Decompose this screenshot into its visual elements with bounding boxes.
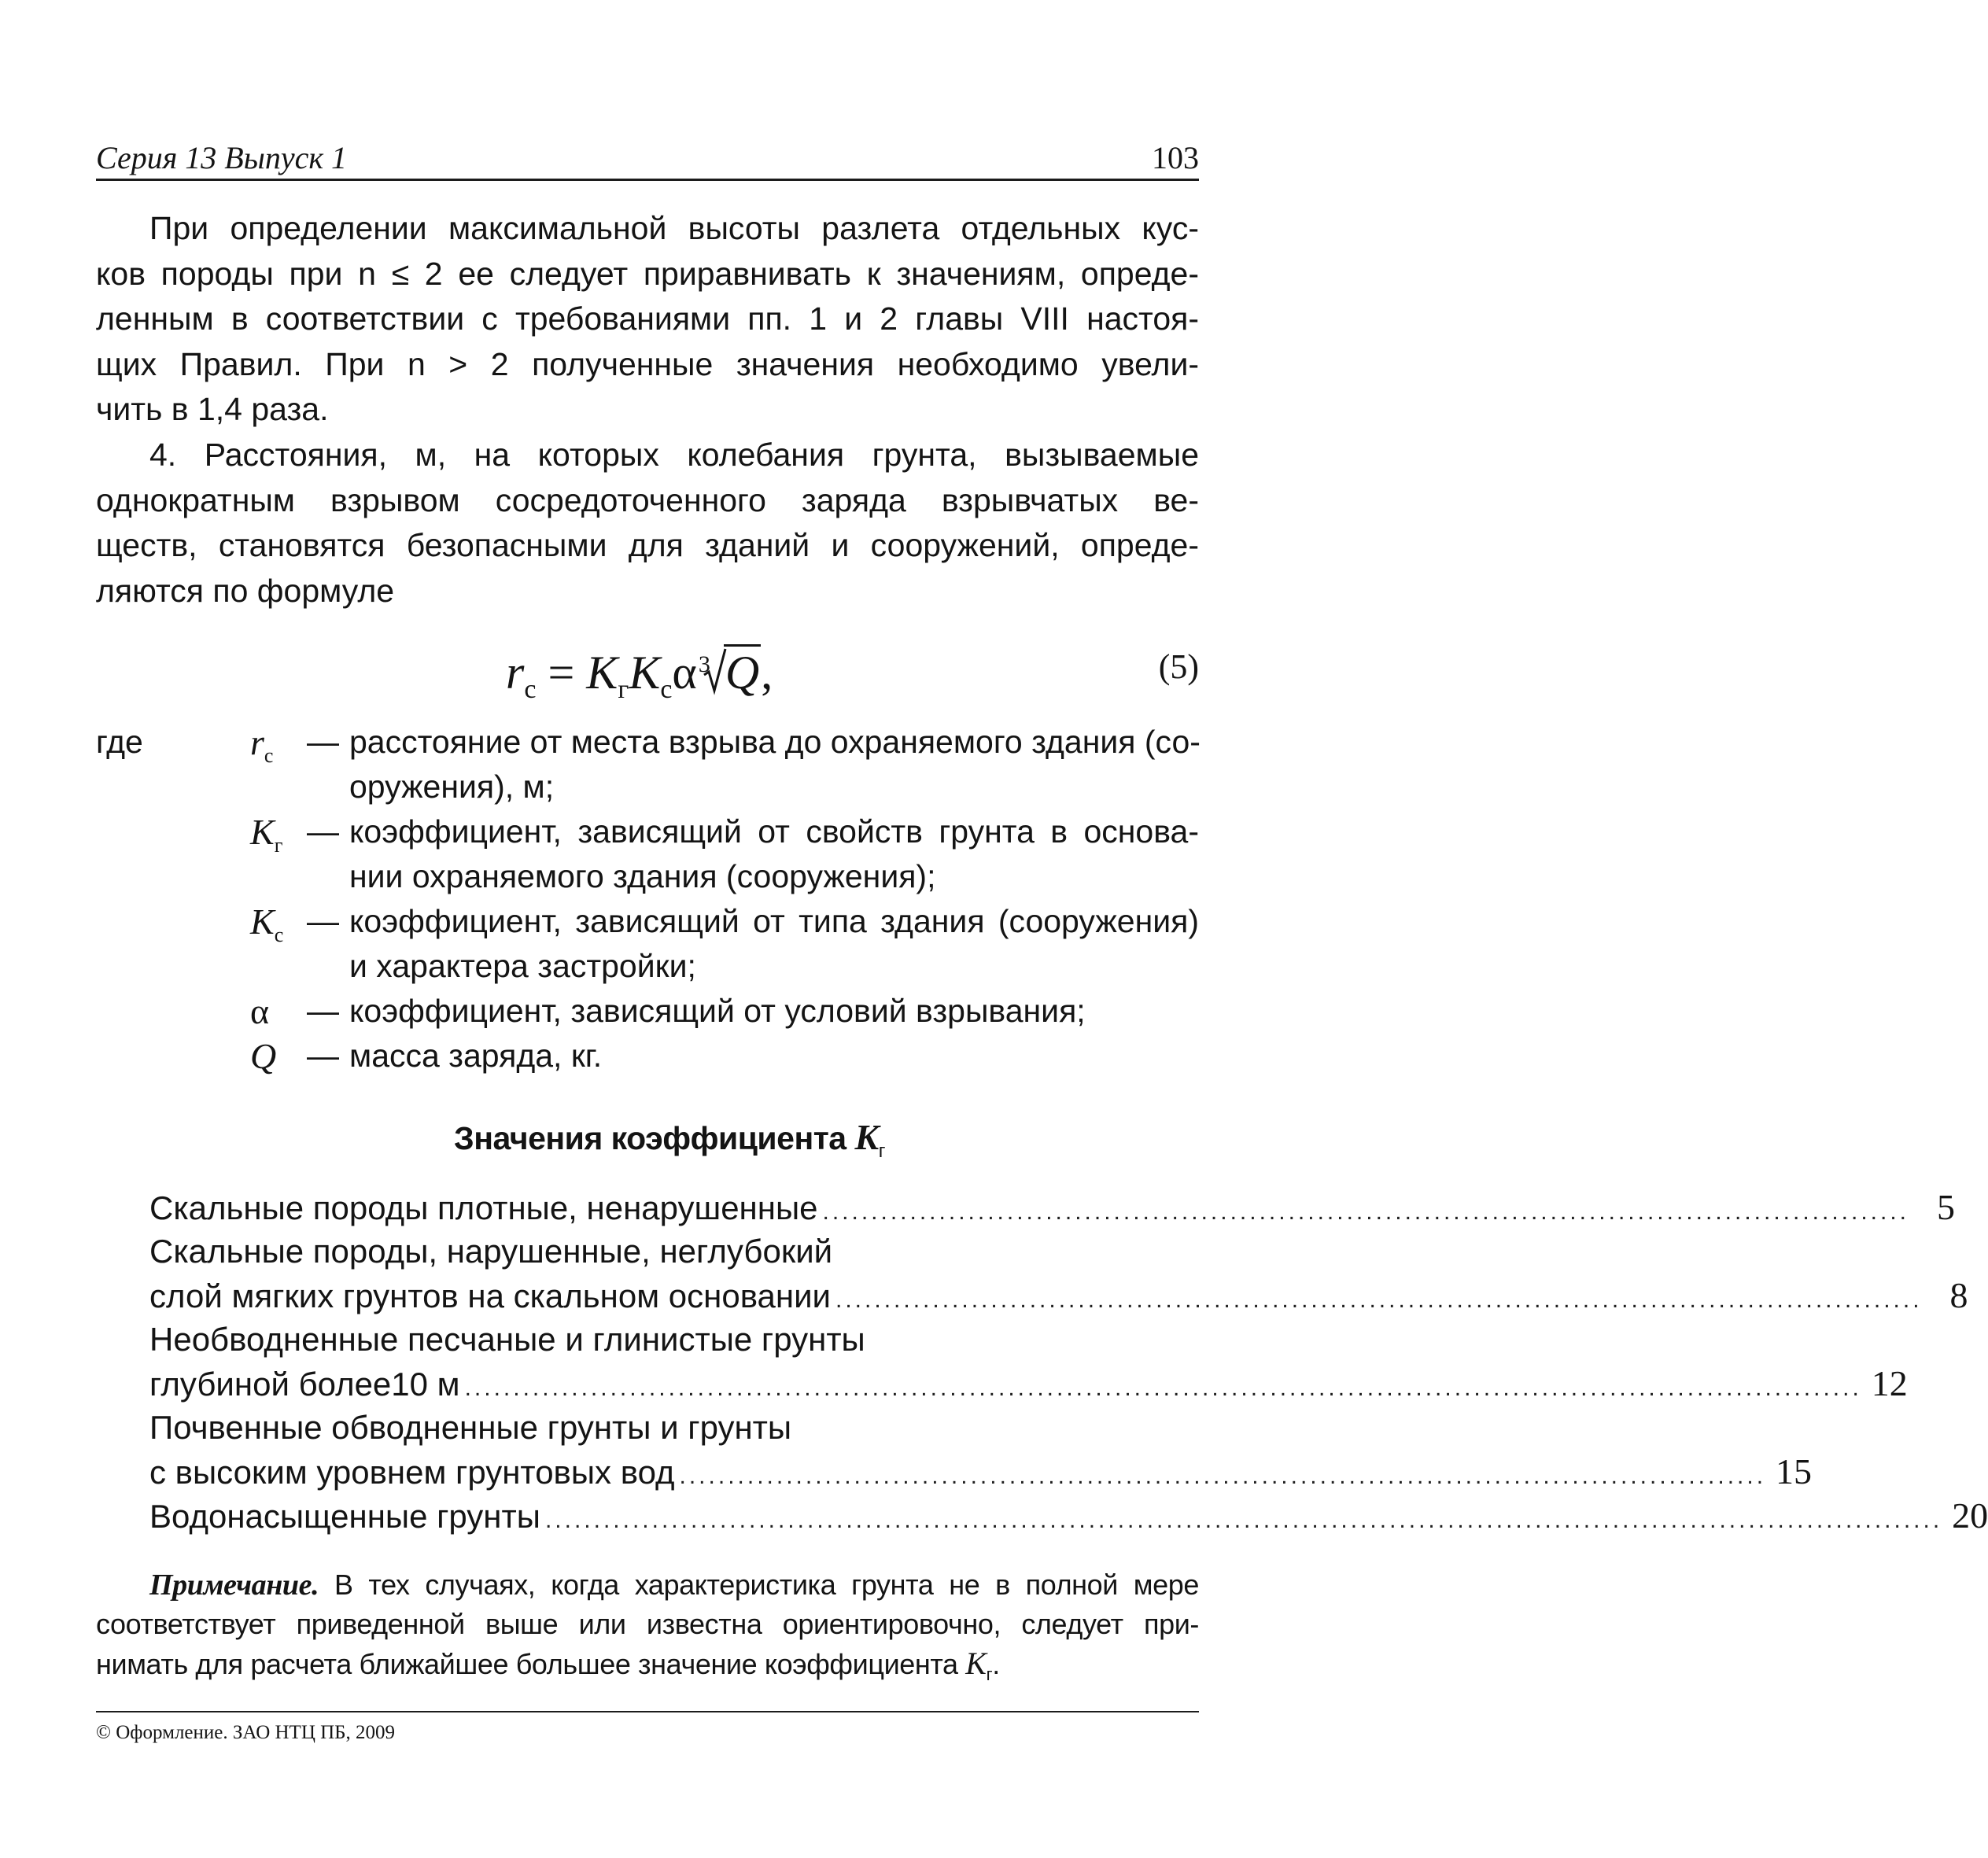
coefficient-section-title — [0, 1115, 1339, 1160]
formula-k1-sub: г — [618, 675, 629, 704]
legend-symbol: α — [250, 991, 270, 1031]
page-number: 103 — [1152, 140, 1199, 175]
dot-leader: ................................................................................................................................................ — [544, 1507, 1943, 1533]
coefficient-value: 8 — [1949, 1275, 1968, 1315]
running-header — [96, 140, 1199, 179]
legend-symbol — [250, 899, 283, 944]
note-symbol-sub: г — [986, 1664, 993, 1684]
soil-label: слой мягких грунтов на скальном основании — [149, 1277, 832, 1314]
footer-copyright: © Оформление. ЗАО НТЦ ПБ, 2009 — [96, 1722, 396, 1743]
cube-root — [697, 645, 761, 700]
formula-k2-sub: с — [660, 675, 673, 704]
paragraph-flyrock — [96, 206, 1199, 433]
symbol-sub: с — [274, 923, 284, 946]
dot-leader: ................................................................................................................ — [822, 1199, 1910, 1225]
legend-dash: — — [307, 1038, 339, 1074]
legend-text: оружения), м; — [349, 769, 555, 805]
soil-label: Необводненные песчаные и глинистые грунты — [149, 1321, 865, 1358]
coefficient-value: 12 — [1871, 1363, 1908, 1403]
text-line: чить в 1,4 раза. — [96, 391, 329, 427]
text-line: ществ, становятся безопасными для зданий и сооружений, опреде- — [96, 527, 1199, 563]
symbol-sub: г — [274, 834, 283, 857]
legend-dash: — — [307, 724, 339, 760]
text-line: ленным в соответствии с требованиями пп. 1 и 2 главы VIII настоя- — [96, 300, 1199, 337]
legend-item — [96, 720, 1199, 765]
formula-comma: , — [761, 647, 773, 699]
section-title-sub: г — [878, 1141, 885, 1162]
legend-dash: — — [307, 813, 339, 850]
series-title: Серия 13 Выпуск 1 — [96, 140, 348, 175]
coefficient-value: 15 — [1776, 1451, 1813, 1491]
section-title-symbol: K — [854, 1117, 879, 1157]
coefficient-row — [149, 1274, 1968, 1318]
text-line: ков породы при n ≤ 2 ее следует приравнивать к значениям, опреде- — [96, 255, 1199, 292]
soil-label: глубиной более10 м — [149, 1366, 460, 1403]
text-line: При определении максимальной высоты разлета отдельных кус- — [149, 210, 1199, 246]
legend-text: масса заряда, кг. — [349, 1038, 603, 1074]
text-line: щих Правил. При n > 2 полученные значения необходимо увели- — [96, 345, 1199, 382]
note-symbol: K — [965, 1646, 987, 1681]
legend-item — [96, 899, 1199, 944]
header-rule — [96, 179, 1199, 181]
dot-leader: ................................................................................................................ — [835, 1287, 1923, 1313]
note-paragraph — [96, 1565, 1199, 1684]
note-text: В тех случаях, когда характеристика грунта не в полной мере — [319, 1569, 1199, 1601]
formula-5 — [506, 645, 773, 704]
legend-text: коэффициент, зависящий от свойств грунта в основа- — [349, 813, 1199, 850]
coefficient-row — [149, 1494, 1988, 1538]
coefficient-row — [149, 1185, 1956, 1229]
formula-number: (5) — [1158, 647, 1199, 686]
symbol-letter: r — [250, 722, 264, 762]
symbol-letter: K — [250, 812, 275, 852]
formula-k2: K — [629, 647, 661, 699]
section-title-text: Значения коэффициента — [454, 1120, 846, 1156]
formula-k1: K — [586, 647, 618, 699]
legend-symbol — [250, 720, 273, 765]
radical-sign-icon — [703, 648, 727, 692]
dot-leader: ................................................................................................................ — [679, 1463, 1767, 1489]
text-line: 4. Расстояния, м, на которых колебания грунта, вызываемые — [149, 437, 1199, 473]
legend-dash: — — [307, 993, 339, 1029]
legend-text: и характера застройки; — [349, 948, 696, 984]
legend-symbol — [250, 809, 283, 857]
legend-dash: — — [307, 903, 339, 939]
legend-text: нии охраняемого здания (сооружения); — [349, 858, 936, 894]
soil-label: Водонасыщенные грунты — [149, 1498, 540, 1535]
formula-legend — [96, 720, 1199, 1078]
note-end: . — [992, 1648, 1000, 1680]
legend-text: расстояние от места взрыва до охраняемого здания (со- — [349, 724, 1201, 760]
soil-label: с высоким уровнем грунтовых вод — [149, 1454, 675, 1491]
formula-q: Q — [724, 644, 761, 699]
note-line: соответствует приведенной выше или известна ориентировочно, следует при- — [96, 1608, 1199, 1640]
soil-label: Почвенные обводненные грунты и грунты — [149, 1409, 792, 1446]
paragraph-safe-distance — [96, 433, 1199, 614]
coefficient-row — [149, 1450, 1813, 1494]
formula-r: r — [506, 647, 525, 699]
legend-continuation — [96, 854, 1199, 899]
text-line: однократным взрывом сосредоточенного заряда взрывчатых ве- — [96, 481, 1199, 518]
coefficient-list — [149, 1185, 1988, 1538]
legend-where: где — [96, 724, 143, 760]
legend-item — [96, 1034, 1199, 1078]
note-line — [96, 1644, 1199, 1684]
formula-equals: = — [536, 647, 587, 699]
coefficient-row — [149, 1362, 1908, 1406]
note-label: Примечание. — [149, 1569, 319, 1602]
legend-text: коэффициент, зависящий от типа здания (сооружения) — [349, 903, 1199, 939]
soil-label: Скальные породы плотные, ненарушенные — [149, 1189, 818, 1226]
symbol-letter: K — [250, 901, 275, 942]
note-line — [96, 1565, 1199, 1605]
text-line: ляются по формуле — [96, 572, 395, 609]
legend-item — [96, 989, 1199, 1034]
legend-text: коэффициент, зависящий от условий взрывания; — [349, 993, 1086, 1029]
formula-r-sub: с — [524, 675, 537, 704]
soil-label: Скальные породы, нарушенные, неглубокий — [149, 1233, 833, 1270]
note-text: нимать для расчета ближайшее большее значение коэффициента — [96, 1648, 966, 1680]
root-index: 3 — [698, 651, 710, 677]
legend-item — [96, 809, 1199, 857]
coefficient-value: 20 — [1952, 1495, 1988, 1535]
formula-alpha: α — [672, 647, 697, 699]
legend-symbol: Q — [250, 1036, 277, 1076]
footer-rule — [96, 1711, 1199, 1712]
dot-leader: ................................................................................................................................................ — [464, 1375, 1862, 1401]
coefficient-value: 5 — [1937, 1187, 1956, 1227]
coefficient-row-line — [149, 1318, 1204, 1362]
coefficient-row-line — [149, 1229, 1204, 1274]
coefficient-row-line — [149, 1406, 1204, 1450]
legend-continuation — [96, 765, 1199, 809]
symbol-sub: с — [264, 744, 274, 767]
legend-continuation — [96, 944, 1199, 989]
